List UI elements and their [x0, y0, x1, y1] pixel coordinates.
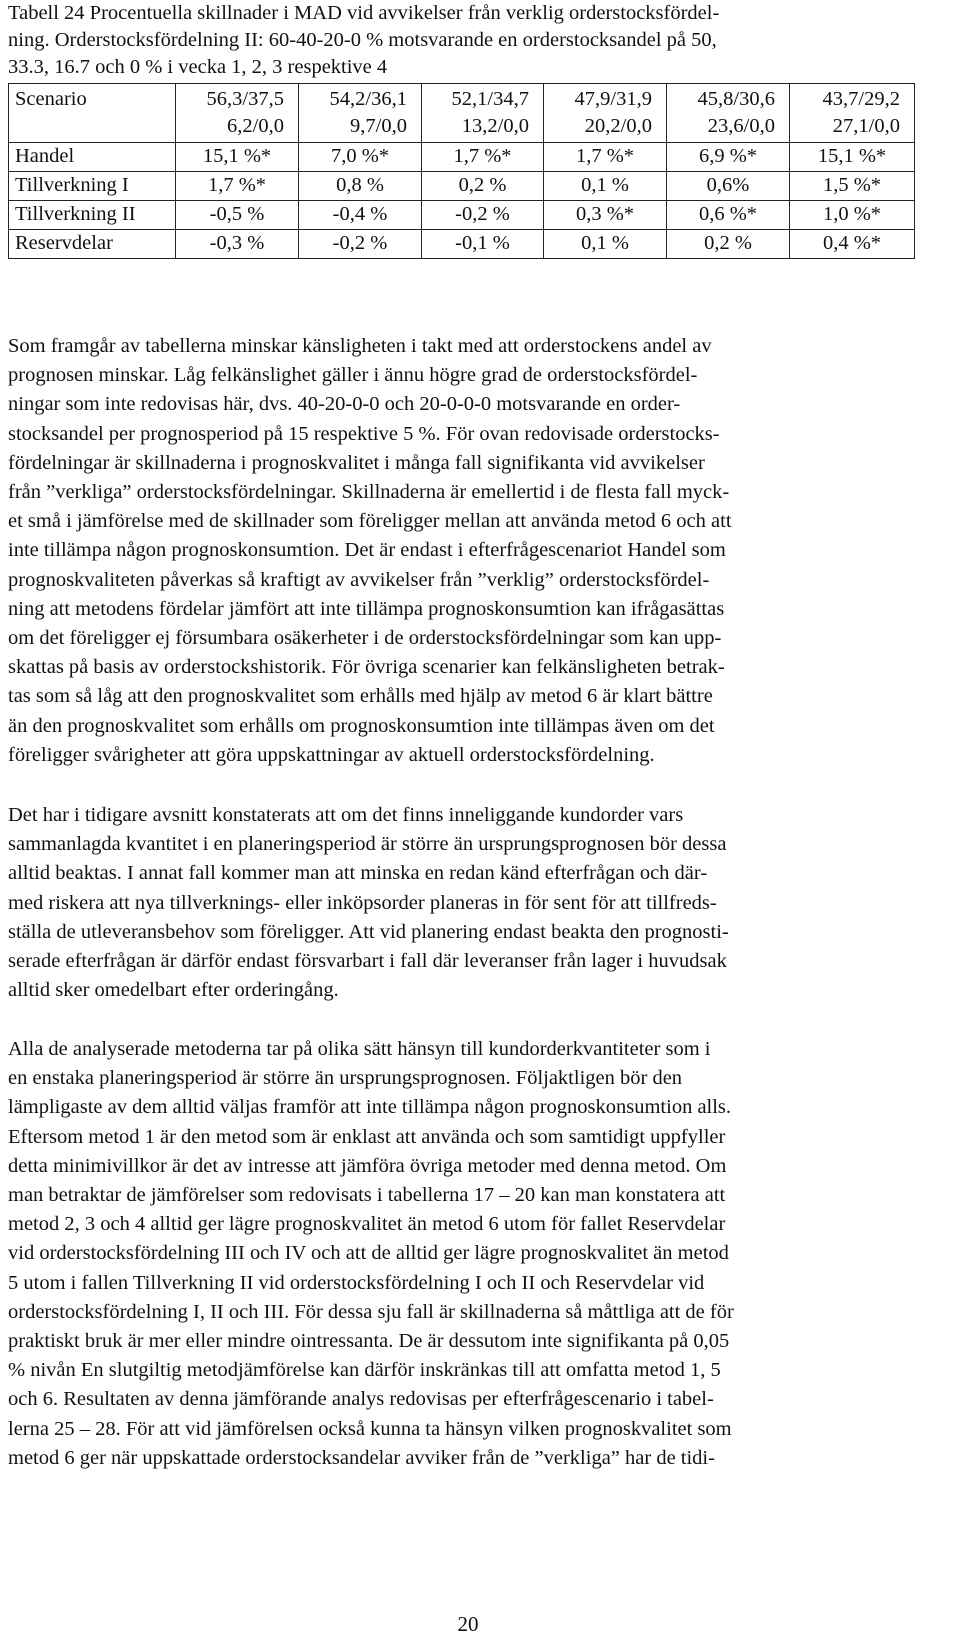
table-cell: 1,7 %* [176, 172, 299, 201]
text-line: detta minimivillkor är det av intresse att jämföra övriga metoder med denna metod. Om [8, 1154, 727, 1177]
text-line: lämpligaste av dem alltid väljas framför att inte tillämpa någon prognoskonsumtion alls. [8, 1096, 732, 1119]
row-label: Handel [9, 143, 176, 172]
table-cell: 1,7 %* [544, 143, 667, 172]
text-line: Alla de analyserade metoderna tar på olika sätt hänsyn till kundorderkvantiteter som i [8, 1038, 711, 1060]
table-cell: 7,0 %* [299, 143, 422, 172]
text-line: % nivån En slutgiltig metodjämförelse kan därför inskränkas till att omfatta metod 1, 5 [8, 1359, 721, 1382]
page-number: 20 [457, 1612, 479, 1636]
header-col-1: 56,3/37,5 6,2/0,0 [176, 84, 299, 143]
table-cell: 15,1 %* [790, 143, 915, 172]
table-cell: -0,2 % [299, 230, 422, 259]
table-cell: -0,1 % [422, 230, 544, 259]
text-line: alltid sker omedelbart efter orderingång. [8, 979, 339, 1002]
row-label: Tillverkning II [9, 201, 176, 230]
row-label: Reservdelar [9, 230, 176, 259]
table-cell: 0,4 %* [790, 230, 915, 259]
text-line: Eftersom metod 1 är den metod som är enklast att använda och som samtidigt uppfyller [8, 1125, 726, 1148]
text-line: ning att metodens fördelar jämfört att inte tillämpa prognoskonsumtion kan ifrågasättas [8, 597, 725, 620]
text-line: man betraktar de jämförelser som redovisats i tabellerna 17 – 20 kan man konstatera att [8, 1184, 726, 1207]
header-col-2: 54,2/36,1 9,7/0,0 [299, 84, 422, 143]
text-line: sammanlagda kvantitet i en planeringsperiod är större än ursprungsprognosen bör dessa [8, 833, 727, 856]
header-col-3: 52,1/34,7 13,2/0,0 [422, 84, 544, 143]
text-line: om det föreligger ej försumbara osäkerheter i de orderstocksfördelningar som kan upp- [8, 627, 722, 650]
text-line: Som framgår av tabellerna minskar känsligheten i takt med att orderstockens andel av [8, 335, 712, 357]
text-line: stocksandel per prognosperiod på 15 respektive 5 %. För ovan redovisade orderstocks- [8, 422, 720, 445]
text-line: föreligger svårigheter att göra uppskattningar av aktuell orderstocksfördelning. [8, 743, 655, 766]
table-cell: -0,3 % [176, 230, 299, 259]
text-line: en enstaka planeringsperiod är större än ursprungsprognosen. Följaktligen bör den [8, 1067, 683, 1090]
table-cell: 1,7 %* [422, 143, 544, 172]
table-cell: 0,6% [667, 172, 790, 201]
table-row [9, 172, 915, 201]
body-paragraph [8, 332, 914, 770]
caption-line: ning. Orderstocksfördelning II: 60-40-20-0 % motsvarande en orderstocksandel på 50, [8, 29, 717, 51]
text-line: lerna 25 – 28. För att vid jämförelsen också kunna ta hänsyn vilken prognoskvalitet som [8, 1417, 732, 1440]
text-line: Det har i tidigare avsnitt konstaterats att om det finns inneliggande kundorder vars [8, 804, 684, 826]
text-line: än den prognoskvalitet som erhålls om prognoskonsumtion inte tillämpas även om det [8, 714, 715, 737]
table-cell: 0,8 % [299, 172, 422, 201]
table-cell: 1,5 %* [790, 172, 915, 201]
header-col-4: 47,9/31,9 20,2/0,0 [544, 84, 667, 143]
text-line: 5 utom i fallen Tillverkning II vid orderstocksfördelning I och II och Reservdelar vid [8, 1271, 705, 1294]
table-row [9, 201, 915, 230]
caption-line: Tabell 24 Procentuella skillnader i MAD vid avvikelser från verklig orderstocksfördel- [8, 2, 720, 24]
text-line: metod 6 ger när uppskattade orderstocksandelar avviker från de ”verkliga” har de tidi- [8, 1446, 715, 1469]
caption-line: 33.3, 16.7 och 0 % i vecka 1, 2, 3 respektive 4 [8, 56, 388, 78]
text-line: serade efterfrågan är därför endast försvarbart i fall där leveranser från lager i huvudsak [8, 950, 727, 973]
text-line: prognosen minskar. Låg felkänslighet gäller i ännu högre grad de orderstocksfördel- [8, 364, 698, 387]
table-cell: 6,9 %* [667, 143, 790, 172]
table-caption [8, 0, 914, 81]
text-line: alltid beaktas. I annat fall kommer man att minska en redan känd efterfrågan och där- [8, 862, 708, 885]
table-cell: 0,1 % [544, 172, 667, 201]
table-row [9, 230, 915, 259]
text-line: skattas på basis av orderstockshistorik. För övriga scenarier kan felkänsligheten betrak- [8, 656, 725, 679]
text-line: metod 2, 3 och 4 alltid ger lägre prognoskvalitet än metod 6 utom för fallet Reservdelar [8, 1213, 726, 1236]
text-line: prognoskvaliteten påverkas så kraftigt av avvikelser från ”verklig” orderstocksfördel- [8, 568, 710, 591]
results-table [8, 83, 915, 259]
table-cell: 0,2 % [667, 230, 790, 259]
text-line: och 6. Resultaten av denna jämförande analys redovisas per efterfrågescenario i tabel- [8, 1388, 714, 1411]
header-col-5: 45,8/30,6 23,6/0,0 [667, 84, 790, 143]
body-paragraph [8, 801, 914, 1005]
text-line: praktiskt bruk är mer eller mindre ointressanta. De är dessutom inte signifikanta på 0,05 [8, 1330, 730, 1353]
text-line: ställa de utleveransbehov som föreligger. Att vid planering endast beakta den prognosti- [8, 920, 729, 943]
table-cell: 0,6 %* [667, 201, 790, 230]
text-line: et små i jämförelse med de skillnader som föreligger mellan att använda metod 6 och att [8, 510, 732, 533]
table-cell: -0,5 % [176, 201, 299, 230]
body-paragraph [8, 1035, 914, 1473]
row-label: Tillverkning I [9, 172, 176, 201]
text-line: orderstocksfördelning I, II och III. För dessa sju fall är skillnaderna så måttliga att de för [8, 1300, 734, 1323]
text-line: vid orderstocksfördelning III och IV och att de alltid ger lägre prognoskvalitet än metod [8, 1242, 729, 1265]
text-line: inte tillämpa någon prognoskonsumtion. Det är endast i efterfrågescenariot Handel som [8, 539, 726, 562]
text-line: tas som så låg att den prognoskvalitet som erhålls med hjälp av metod 6 är klart bättre [8, 685, 713, 708]
text-line: med riskera att nya tillverknings- eller inköpsorder planeras in för sent för att tillfreds- [8, 891, 717, 914]
text-line: ningar som inte redovisas här, dvs. 40-20-0-0 och 20-0-0-0 motsvarande en order- [8, 393, 681, 416]
table-row [9, 143, 915, 172]
text-line: fördelningar är skillnaderna i prognoskvalitet i många fall signifikanta vid avvikelser [8, 451, 705, 474]
table-cell: -0,2 % [422, 201, 544, 230]
header-col-6: 43,7/29,2 27,1/0,0 [790, 84, 915, 143]
table-cell: 0,3 %* [544, 201, 667, 230]
header-scenario: Scenario [9, 84, 176, 143]
table-cell: 1,0 %* [790, 201, 915, 230]
table-cell: 15,1 %* [176, 143, 299, 172]
table-cell: -0,4 % [299, 201, 422, 230]
table-header-row [9, 84, 915, 143]
text-line: från ”verkliga” orderstocksfördelningar. Skillnaderna är emellertid i de flesta fall myck- [8, 481, 730, 504]
table-cell: 0,2 % [422, 172, 544, 201]
document-page [8, 0, 914, 1636]
table-cell: 0,1 % [544, 230, 667, 259]
